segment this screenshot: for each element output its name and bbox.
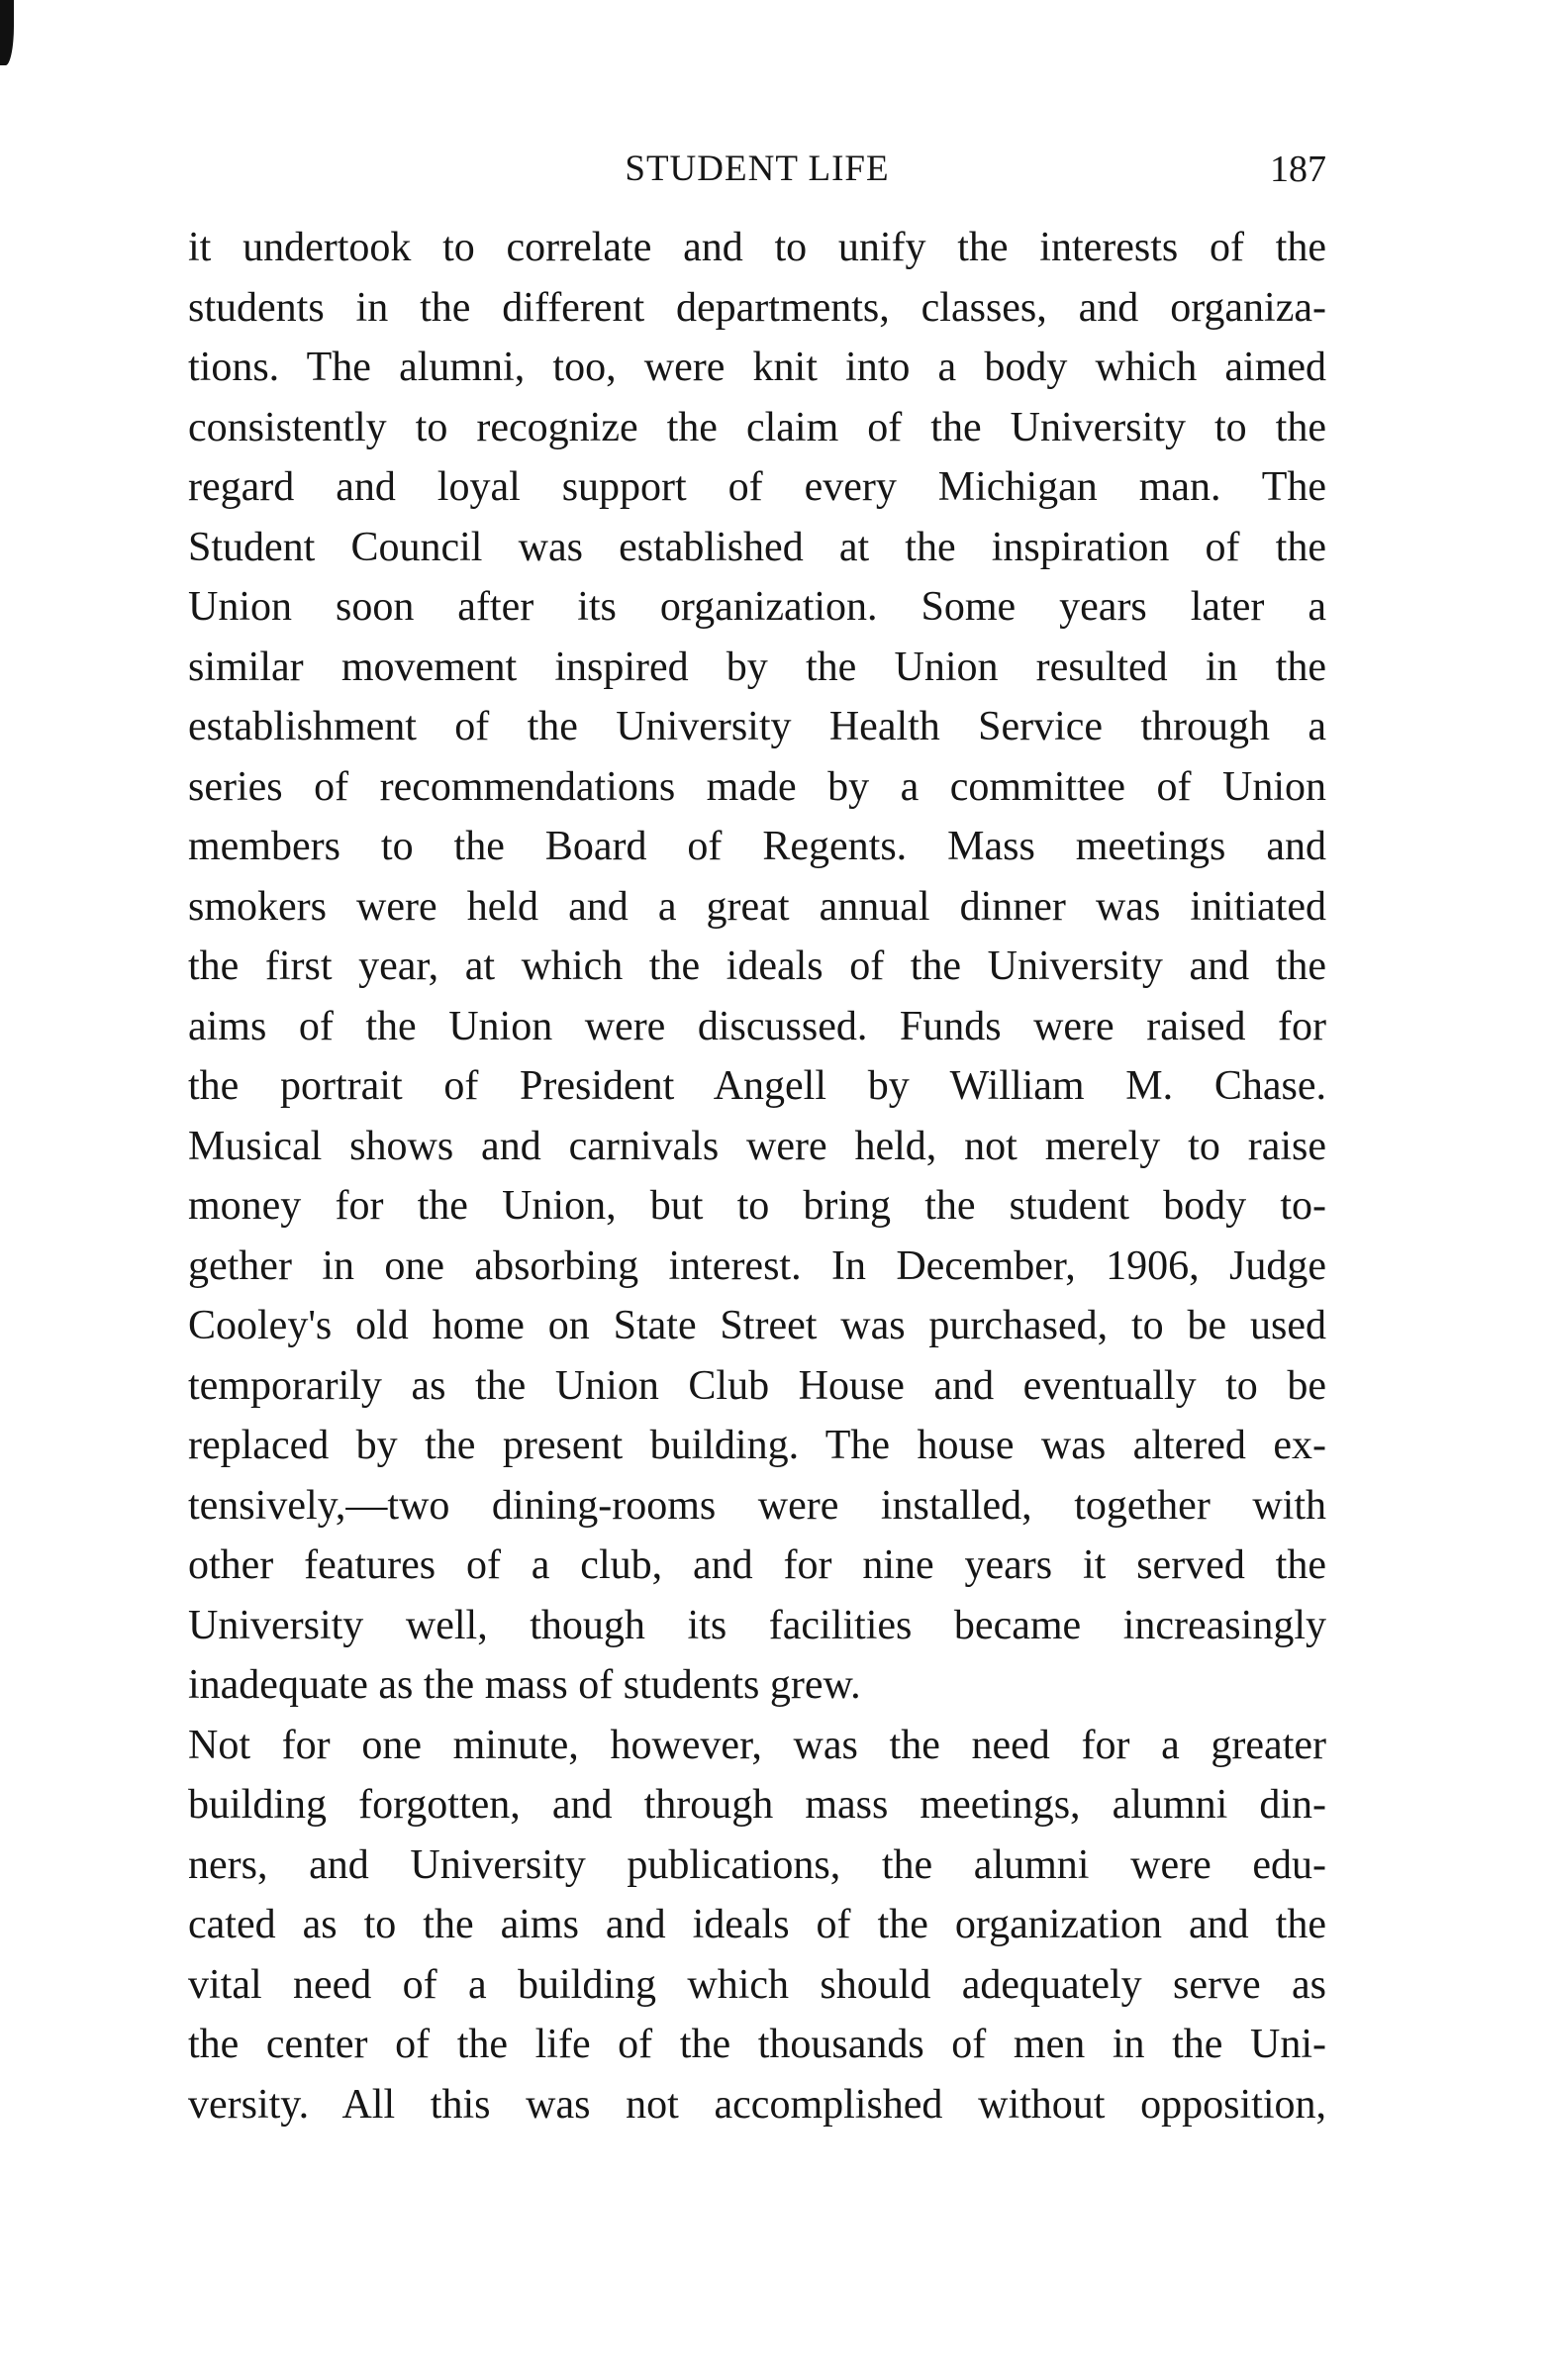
- paragraph: [188, 1716, 1326, 2135]
- text-line: series of recommendations made by a committee of Union: [188, 763, 1326, 810]
- text-line: members to the Board of Regents. Mass meetings and: [188, 824, 1326, 869]
- text-line: ners, and University publications, the alumni were edu-: [188, 1841, 1326, 1888]
- text-line: Union soon after its organization. Some years later a: [188, 584, 1326, 630]
- text-line: Student Council was established at the inspiration of the: [188, 524, 1326, 570]
- text-line: other features of a club, and for nine years it served the: [188, 1542, 1326, 1588]
- text-line: students in the different departments, classes, and organiza-: [188, 284, 1326, 331]
- text-line: gether in one absorbing interest. In December, 1906, Judge: [188, 1242, 1326, 1289]
- page-header: [188, 144, 1326, 195]
- running-title: STUDENT LIFE: [625, 149, 890, 189]
- text-line: Musical shows and carnivals were held, not merely to raise: [188, 1123, 1326, 1169]
- text-line: the center of the life of the thousands of men in the Uni-: [188, 2022, 1326, 2067]
- text-line: money for the Union, but to bring the student body to-: [188, 1183, 1326, 1229]
- text-line: temporarily as the Union Club House and eventually to be: [188, 1362, 1326, 1409]
- text-line: University well, though its facilities became increasingly: [188, 1602, 1326, 1648]
- text-line: vital need of a building which should adequately serve as: [188, 1961, 1326, 2008]
- text-line: the portrait of President Angell by William M. Chase.: [188, 1063, 1326, 1109]
- page-number: 187: [1270, 149, 1326, 190]
- text-line: tensively,—two dining-rooms were installed, together with: [188, 1482, 1326, 1529]
- paragraph: [188, 218, 1326, 1716]
- text-line: establishment of the University Health Service through a: [188, 704, 1326, 749]
- text-line: similar movement inspired by the Union resulted in the: [188, 644, 1326, 690]
- text-line: inadequate as the mass of students grew.: [188, 1662, 861, 1708]
- text-line: the first year, at which the ideals of the University and the: [188, 943, 1326, 989]
- text-line: Not for one minute, however, was the need for a greater: [188, 1722, 1326, 1768]
- scan-artifact-mark: [0, 0, 14, 65]
- text-line: aims of the Union were discussed. Funds were raised for: [188, 1003, 1326, 1049]
- text-line: smokers were held and a great annual dinner was initiated: [188, 883, 1326, 930]
- text-line: Cooley's old home on State Street was purchased, to be used: [188, 1303, 1326, 1348]
- text-line: tions. The alumni, too, were knit into a body which aimed: [188, 345, 1326, 390]
- text-line: versity. All this was not accomplished without opposition,: [188, 2081, 1326, 2128]
- text-line: consistently to recognize the claim of the University to the: [188, 404, 1326, 450]
- text-line: it undertook to correlate and to unify the interests of the: [188, 225, 1326, 270]
- text-line: building forgotten, and through mass meetings, alumni din-: [188, 1782, 1326, 1828]
- text-line: regard and loyal support of every Michigan man. The: [188, 464, 1326, 510]
- body-text: [188, 218, 1326, 2134]
- text-line: replaced by the present building. The house was altered ex-: [188, 1423, 1326, 1468]
- text-line: cated as to the aims and ideals of the organization and the: [188, 1902, 1326, 1947]
